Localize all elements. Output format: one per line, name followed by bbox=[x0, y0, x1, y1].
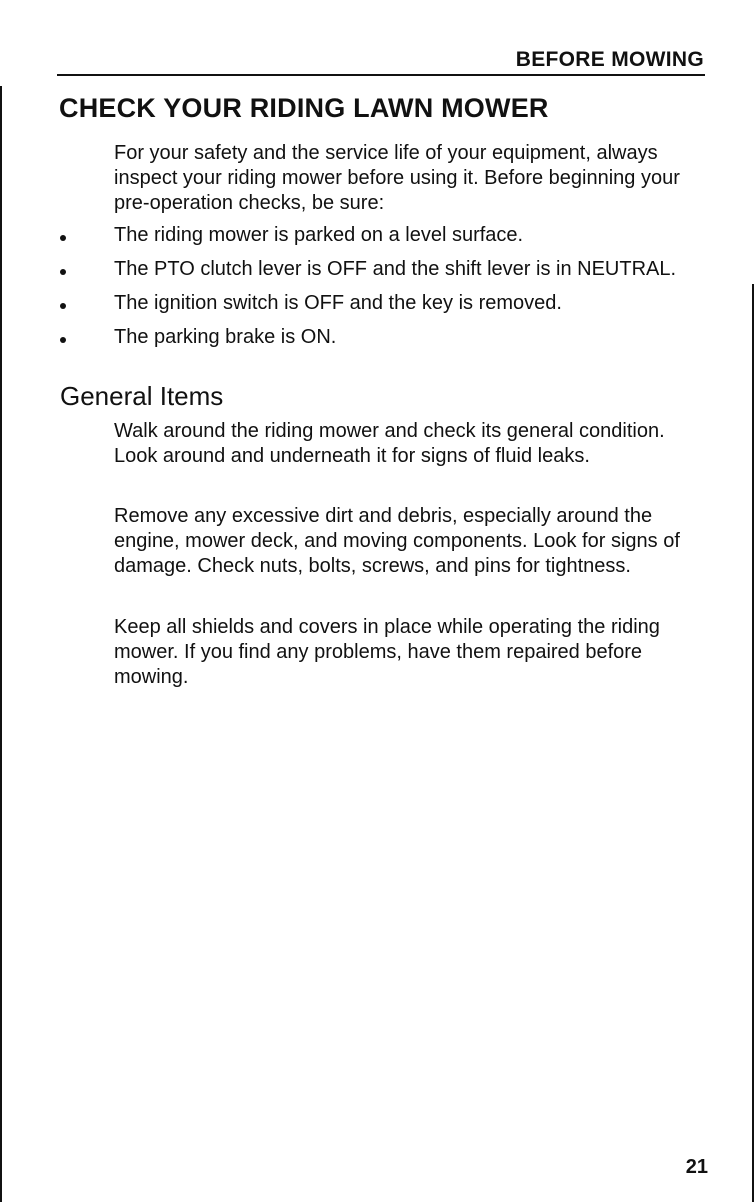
checklist-item-text: The ignition switch is OFF and the key is removed. bbox=[114, 292, 562, 314]
list-item bbox=[60, 325, 710, 350]
checklist-item-text: The PTO clutch lever is OFF and the shift lever is in NEUTRAL. bbox=[114, 258, 677, 280]
checklist-item-text: The riding mower is parked on a level surface. bbox=[114, 224, 524, 246]
bullet-icon bbox=[60, 303, 66, 309]
intro-paragraph: For your safety and the service life of your equipment, always inspect your riding mower before using it. Before beginning your pre-operation checks, be sure: bbox=[114, 142, 680, 214]
list-item bbox=[60, 223, 710, 248]
bullet-icon bbox=[60, 337, 66, 343]
section-header: BEFORE MOWING bbox=[515, 48, 704, 71]
page-number: 21 bbox=[685, 1156, 708, 1178]
general-items-paragraph-2: Remove any excessive dirt and debris, especially around the engine, mower deck, and moving components. Look for signs of damage. Check nuts, bolts, screws, and pins for tightness. bbox=[114, 505, 680, 577]
header-rule bbox=[57, 74, 705, 76]
checklist-item-text: The parking brake is ON. bbox=[114, 326, 337, 348]
bullet-icon bbox=[60, 269, 66, 275]
list-item bbox=[60, 257, 710, 282]
general-items-paragraph-1: Walk around the riding mower and check its general condition. Look around and underneath it for signs of fluid leaks. bbox=[114, 420, 665, 467]
bullet-icon bbox=[60, 235, 66, 241]
list-item bbox=[60, 291, 710, 316]
general-items-heading: General Items bbox=[60, 381, 224, 411]
general-items-paragraph-3: Keep all shields and covers in place while operating the riding mower. If you find any problems, have them repaired before mowing. bbox=[114, 616, 660, 688]
page-title: CHECK YOUR RIDING LAWN MOWER bbox=[59, 93, 549, 123]
scan-edge-left bbox=[0, 86, 2, 1202]
pre-operation-checklist bbox=[60, 223, 710, 359]
